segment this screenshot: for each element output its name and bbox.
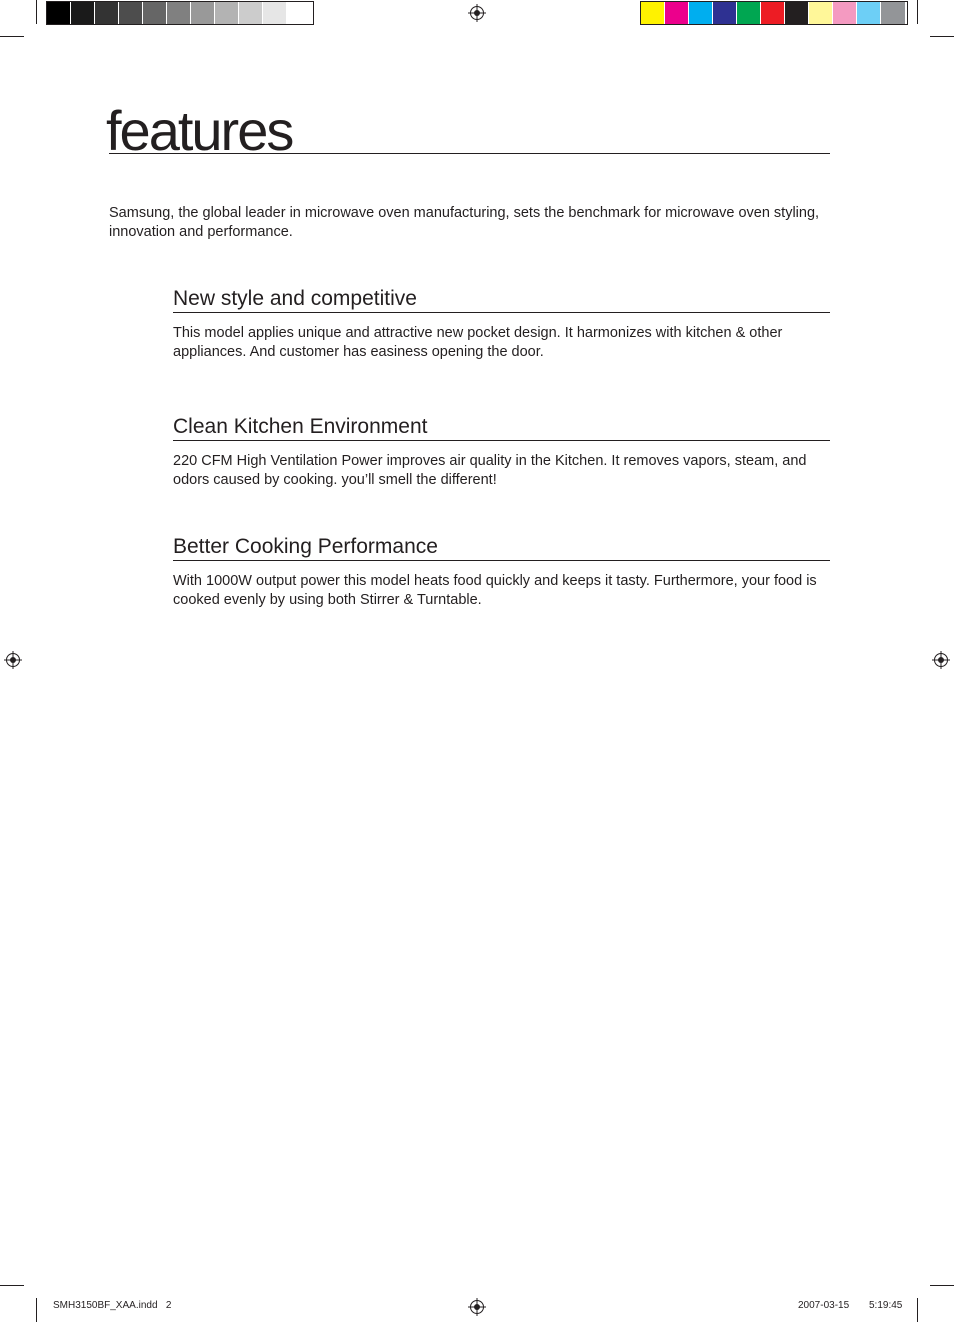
color-swatch [47,2,71,24]
section-heading: Better Cooking Performance [173,535,830,561]
page-title-rule [106,98,830,162]
section-body: 220 CFM High Ventilation Power improves air quality in the Kitchen. It removes vapors, steam, and odors caused by cooking. you’ll smell the different! [173,453,807,488]
color-swatch [665,2,689,24]
color-swatch [119,2,143,24]
crop-mark [930,1285,954,1286]
slug-date: 2007-03-15 [798,1300,850,1311]
section-body: With 1000W output power this model heats food quickly and keeps it tasty. Furthermore, your food is cooked evenly by using both Stirrer & Turntable. [173,573,817,608]
color-swatch [785,2,809,24]
page-title: features [106,99,293,162]
color-swatch [641,2,665,24]
section-heading: New style and competitive [173,287,830,313]
registration-mark-icon [4,651,22,669]
color-swatch [833,2,857,24]
intro-paragraph: Samsung, the global leader in microwave oven manufacturing, sets the benchmark for microwave oven styling, innovation and performance. [109,205,820,240]
crop-mark [917,0,918,24]
crop-mark [917,1298,918,1322]
color-swatch [713,2,737,24]
crop-mark [36,0,37,24]
color-swatch [857,2,881,24]
crop-mark [36,1298,37,1322]
color-swatch [287,2,311,24]
color-swatch [215,2,239,24]
slug-time: 5:19:45 [869,1300,903,1311]
section-heading: Clean Kitchen Environment [173,415,830,441]
feature-section [173,287,830,362]
color-swatch [881,2,905,24]
color-swatch [143,2,167,24]
color-swatch [95,2,119,24]
feature-section [173,415,830,490]
color-swatch [263,2,287,24]
color-swatch [239,2,263,24]
section-body: This model applies unique and attractive new pocket design. It harmonizes with kitchen & other appliances. And customer has easiness opening the door. [173,325,783,360]
color-swatch [809,2,833,24]
color-swatch [71,2,95,24]
color-swatch [737,2,761,24]
feature-section [173,535,830,610]
registration-mark-icon [468,4,486,22]
grayscale-bar [46,1,314,25]
crop-mark [0,1285,24,1286]
crop-mark [930,36,954,37]
color-swatch [191,2,215,24]
color-swatch [167,2,191,24]
crop-mark [0,36,24,37]
slug-file: SMH3150BF_XAA.indd 2 [53,1300,172,1311]
color-swatch [761,2,785,24]
color-swatch [689,2,713,24]
color-bar [640,1,908,25]
registration-mark-icon [468,1298,486,1316]
registration-mark-icon [932,651,950,669]
